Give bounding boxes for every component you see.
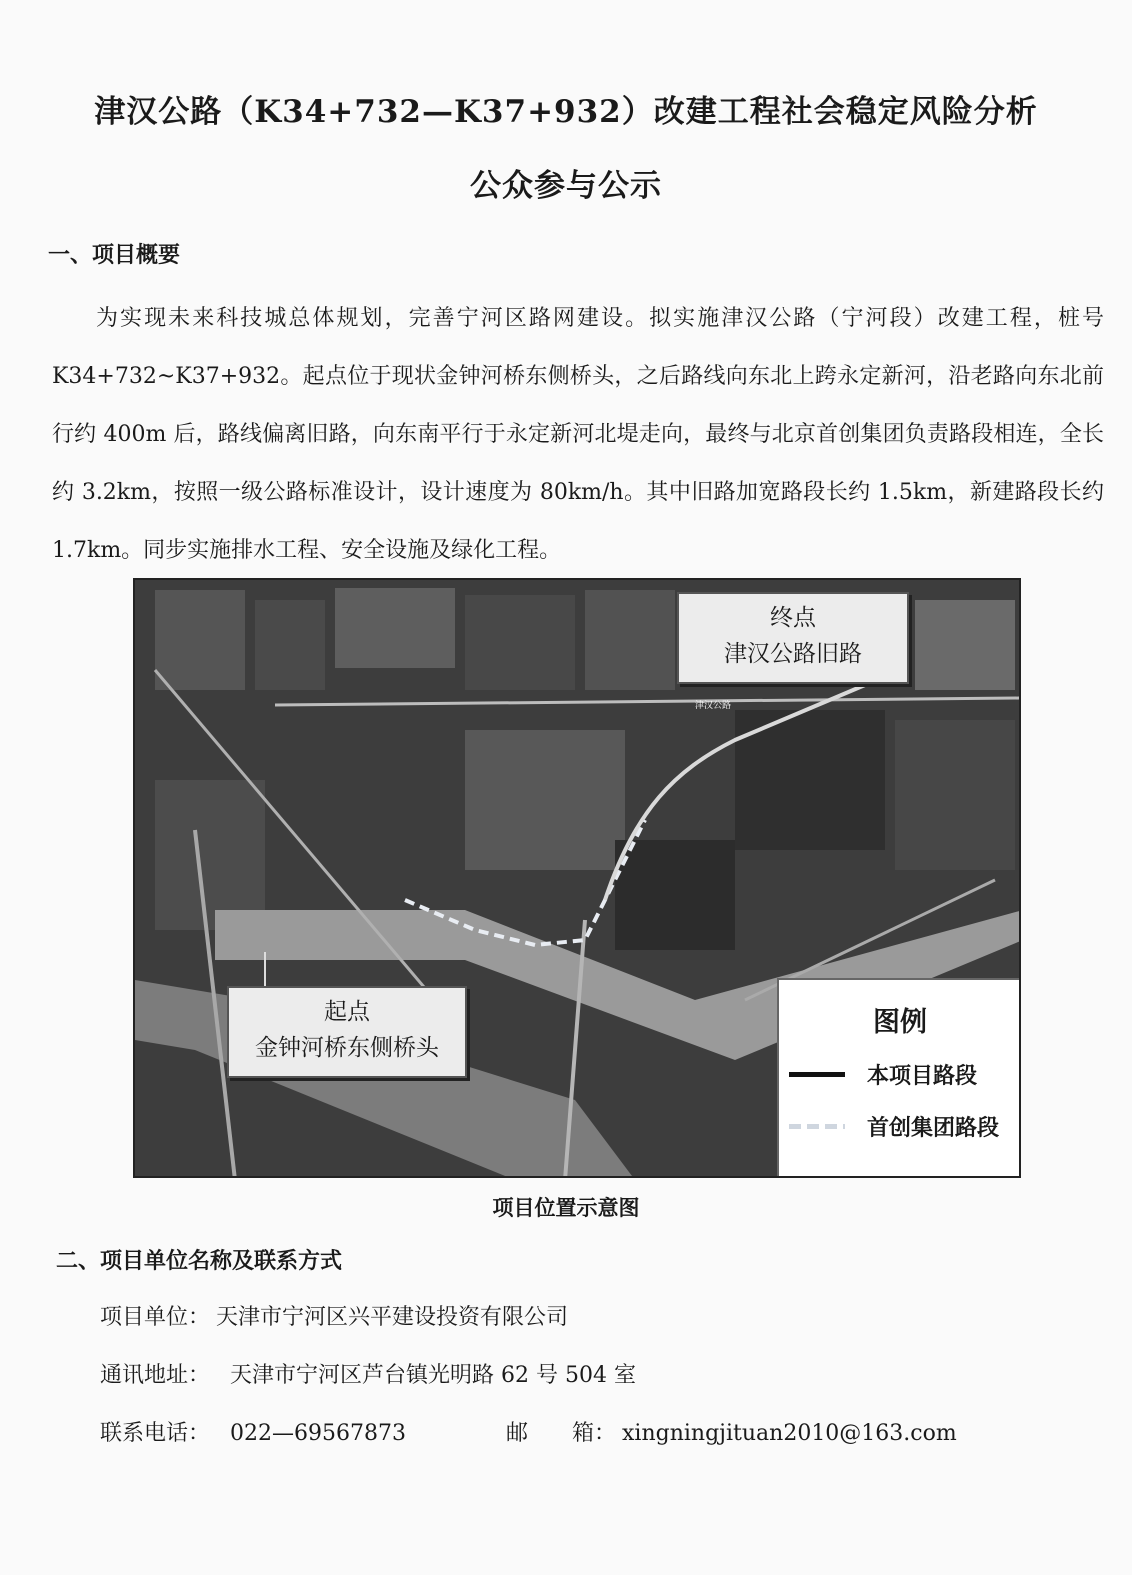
end-point-callout bbox=[677, 592, 909, 684]
phone-value: 022—69567873 bbox=[230, 1421, 406, 1446]
section1-heading: 一、项目概要 bbox=[48, 242, 181, 268]
document-title: 津汉公路（K34+732—K37+932）改建工程社会稳定风险分析 bbox=[94, 94, 1038, 130]
email-value: xingningjituan2010@163.com bbox=[622, 1421, 957, 1446]
end-point-road-label: 津汉公路旧路 bbox=[724, 641, 862, 667]
legend-dashed-label: 首创集团路段 bbox=[867, 1114, 1000, 1141]
project-overview-paragraph: 为实现未来科技城总体规划，完善宁河区路网建设。拟实施津汉公路（宁河段）改建工程，桩号 K34+732~K37+932。起点位于现状金钟河桥东侧桥头，之后路线向东北上跨永定新河，沿老路向东北前行约 400m 后，路线偏离旧路，向东南平行于永定新河北堤走向，最终与北京首创集团负责路段相连，全长约 3.2km，按照一级公路标准设计，设计速度为 80km/h。其中旧路加宽路段长约 1.5km，新建路段长约 1.7km。同步实施排水工程、安全设施及绿化工程。 bbox=[52, 306, 1104, 563]
legend-item-shouchuang-road bbox=[789, 1110, 999, 1142]
address-row bbox=[100, 1358, 636, 1389]
email-label: 邮 箱： bbox=[506, 1421, 617, 1446]
start-point-bridge-label: 金钟河桥东侧桥头 bbox=[255, 1035, 439, 1061]
section2-heading: 二、项目单位名称及联系方式 bbox=[56, 1248, 343, 1274]
address-value: 天津市宁河区芦台镇光明路 62 号 504 室 bbox=[230, 1363, 636, 1388]
email-row bbox=[506, 1416, 957, 1447]
document-subtitle: 公众参与公示 bbox=[470, 168, 662, 204]
solid-line-swatch bbox=[789, 1072, 845, 1077]
legend-title: 图例 bbox=[873, 1007, 927, 1038]
project-unit-value: 天津市宁河区兴平建设投资有限公司 bbox=[216, 1305, 569, 1330]
map-road-label: 津汉公路 bbox=[695, 701, 732, 711]
phone-label: 联系电话： bbox=[100, 1421, 211, 1446]
end-point-label: 终点 bbox=[770, 605, 816, 631]
project-unit-row bbox=[100, 1300, 568, 1331]
start-point-callout bbox=[227, 986, 467, 1078]
project-unit-label: 项目单位： bbox=[100, 1305, 211, 1330]
map-legend bbox=[777, 978, 1021, 1178]
dashed-line-swatch bbox=[789, 1124, 845, 1129]
start-point-label: 起点 bbox=[324, 999, 370, 1025]
legend-solid-label: 本项目路段 bbox=[867, 1062, 978, 1089]
phone-row bbox=[100, 1416, 406, 1447]
map-caption: 项目位置示意图 bbox=[492, 1195, 640, 1220]
legend-item-project-road bbox=[789, 1058, 977, 1090]
project-location-map bbox=[133, 578, 1021, 1178]
address-label: 通讯地址： bbox=[100, 1363, 211, 1388]
